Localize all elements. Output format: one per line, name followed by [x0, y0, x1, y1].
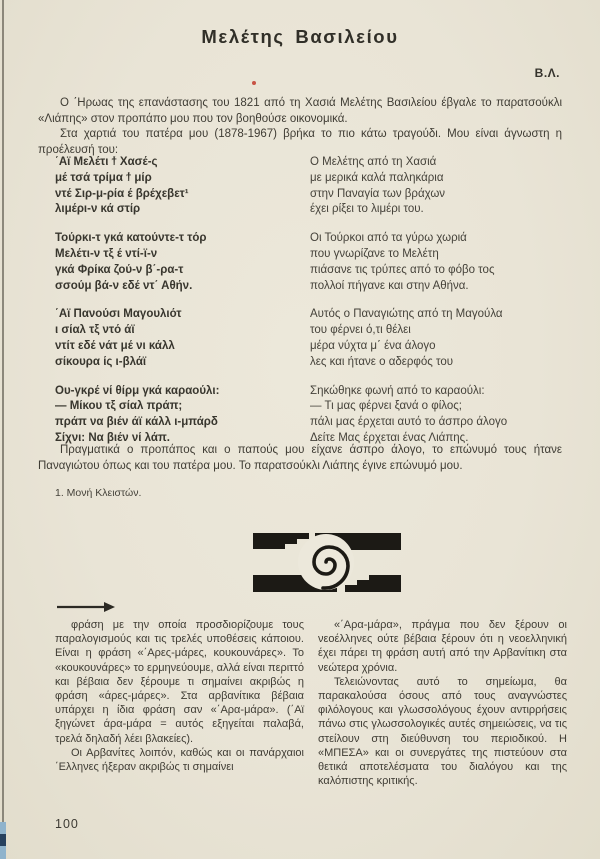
poem-line: λες και ήτανε ο αδερφός του: [310, 355, 454, 368]
bottom-right-paragraph-1: «΄Αρα-μάρα», πράγμα που δεν ξέρουν οι νεοέλληνες ούτε βέβαια ξέρουν ότι η νεοελληνική έχει πάρει τη φράση αυτή από την Αρβανίτικη στα νεώτερα χρόνια.: [318, 619, 567, 674]
poem-line: πράπ να βιέν άϊ κάλλ ι-μπάρδ: [55, 416, 218, 429]
intro-section: [38, 96, 562, 158]
poem-line: Οι Τούρκοι από τα γύρω χωριά: [310, 232, 467, 245]
poem-line: που γνωρίζανε το Μελέτη: [310, 247, 439, 260]
poem-line: στην Παναγία των βράχων: [310, 187, 446, 200]
poem-line: σσούμ βά-ν εδέ ντ΄ Αθήν.: [55, 279, 193, 292]
closing-paragraph-section: [38, 443, 562, 474]
author-initials: Β.Λ.: [534, 66, 560, 80]
stanza-2-greek: [310, 231, 570, 294]
poem-line: Σίχνι: Να βιέν νί λάπ.: [55, 431, 171, 444]
poem-line: γκά Φρίκα ζού-ν β΄-ρα-τ: [55, 263, 184, 276]
stanza-3-greek: [310, 307, 570, 370]
bottom-right-paragraph-2: Τελειώνοντας αυτό το σημείωμα, θα παρακαλούσα όσους από τους αναγνώστες φιλόλογους και γλωσσολόγους έχουν αντιρρήσεις πάνω στις γλωσσολογικές αυτές σημειώσεις, να τις στείλουν στη διεύθυνση του περιοδικού. Η «ΜΠΕΣΑ» και οι συνεργάτες της πιστεύουν στα θετικά αποτελέσματα του διαλόγου και της καλόπιστης κριτικής.: [318, 675, 567, 788]
red-speck-artifact: [252, 81, 256, 85]
bottom-left-paragraph-2: Οι Αρβανίτες λοιπόν, καθώς και οι πανάρχαιοι ΄Ελληνες ήξεραν ακριβώς τι σημαίνει: [55, 746, 304, 774]
poem-line: Μελέτι-ν τξ έ ντί-ϊ-ν: [55, 247, 158, 260]
scan-edge-blob: [0, 834, 6, 846]
stanza-3-arvanitika: [55, 307, 310, 370]
poem-line: Ο Μελέτης από τη Χασιά: [310, 156, 437, 168]
scan-edge-line: [2, 0, 4, 830]
poem-line: Αυτός ο Παναγιώτης από τη Μαγούλα: [310, 308, 503, 321]
poem-line: Δείτε Μας έρχεται ένας Λιάπης.: [310, 431, 469, 444]
bottom-left-column: [55, 618, 304, 788]
poem-line: ΄Αϊ Πανούσι Μαγουλιότ: [55, 308, 182, 321]
bottom-columns: [55, 618, 567, 788]
long-right-arrow-icon: [56, 599, 116, 615]
poem-line: πιάσανε τις τρύπες από το φόβο τος: [310, 263, 495, 276]
poem-line: με μερικά καλά παληκάρια: [310, 171, 444, 184]
poem-line: μέ τσά τρίμα ϯ μίρ: [55, 171, 152, 184]
intro-paragraph-2: Στα χαρτιά του πατέρα μου (1878-1967) βρήκα το πιο κάτω τραγούδι. Μου είναι άγνωστη η προέλευσή του:: [38, 128, 562, 156]
closing-paragraph: Πραγματικά ο προπάπος και ο παπούς μου είχανε άσπρο άλογο, το επώνυμό τους ήτανε Παναγιώτου όπως και του πατέρα μου. Το παρατσούκλι Λιάπης έγινε επώνυμό μου.: [38, 444, 562, 472]
poem-line: ντέ Σιρ-μ-ρία έ βρέχεβετ¹: [55, 187, 189, 200]
meander-spiral-ornament-icon: [249, 527, 405, 598]
poem-line: σίκουρα ίς ι-βλάϊ: [55, 355, 147, 368]
poem-line: μέρα νύχτα μ΄ ένα άλογο: [310, 339, 436, 352]
bottom-right-column: [318, 618, 567, 788]
stanza-1-greek: [310, 155, 570, 218]
poem-line: ντίτ εδέ νάτ μέ νι κάλλ: [55, 339, 175, 352]
stanza-1-arvanitika: [55, 155, 310, 218]
page-number: 100: [55, 817, 79, 831]
poem-line: του φέρνει ό,τι θέλει: [310, 324, 411, 337]
page-title: Μελέτης Βασιλείου: [201, 26, 399, 47]
poem-line: Ου-γκρέ νί θίρμ γκά καραούλι:: [55, 384, 220, 397]
poem-line: πολλοί πήγανε και στην Αθήνα.: [310, 279, 469, 292]
poem-column-greek: [310, 155, 570, 460]
poem-column-arvanitika: [55, 155, 310, 460]
stanza-4-arvanitika: [55, 384, 310, 447]
poem-line: πάλι μας έρχεται αυτό το άσπρο άλογο: [310, 416, 508, 429]
poem-line: Σηκώθηκε φωνή από το καραούλι:: [310, 384, 485, 397]
stanza-2-arvanitika: [55, 231, 310, 294]
poem-line: ΄Αϊ Μελέτι ϯ Χασέ-ς: [55, 156, 158, 168]
poem-line: λιμέρι-ν κά στίρ: [55, 203, 141, 216]
poem-line: — Τι μας φέρνει ξανά ο φίλος;: [310, 400, 462, 413]
poem-line: — Μίκου τξ σίαλ πράπ;: [55, 400, 183, 413]
intro-paragraph-1: Ο ΄Ηρωας της επανάστασης του 1821 από τη Χασιά Μελέτης Βασιλείου έβγαλε το παρατσούκλι «Λιάπης» στον προπάπο μου που τον βοηθούσε οικονομικά.: [38, 97, 562, 125]
footnote: 1. Μονή Κλειστών.: [55, 487, 142, 499]
poem-section: [55, 155, 570, 460]
poem-line: Τούρκι-τ γκά κατούντε-τ τόρ: [55, 232, 207, 245]
poem-line: ι σίαλ τξ ντό άϊ: [55, 324, 135, 337]
bottom-left-paragraph-1: φράση με την οποία προσδιορίζουμε τους παραλογισμούς και τις τρελές υποθέσεις κάποιου. Είναι η φράση «΄Αρες-μάρες, κουκουνάρες». Το «κουκουνάρες» το ερμηνεύουμε, αλλά είναι περιττό και βέβαια δεν ξέρουμε τι σημαίνει ακριβώς η φράση «άρες-μάρες». Στα αρβανίτικα βέβαια υπάρχει η ίδια φράση σαν «΄Αρα-μάρα». (΄Αϊ ξηγώνετ άρα-μάρα = αυτός εξηγείται παλαβά, τρελά δηλαδή λέει βλακείες).: [55, 619, 304, 745]
scan-edge-blue-strip: [0, 822, 6, 859]
poem-line: έχει ρίξει το λιμέρι του.: [310, 203, 424, 216]
stanza-4-greek: [310, 384, 570, 447]
